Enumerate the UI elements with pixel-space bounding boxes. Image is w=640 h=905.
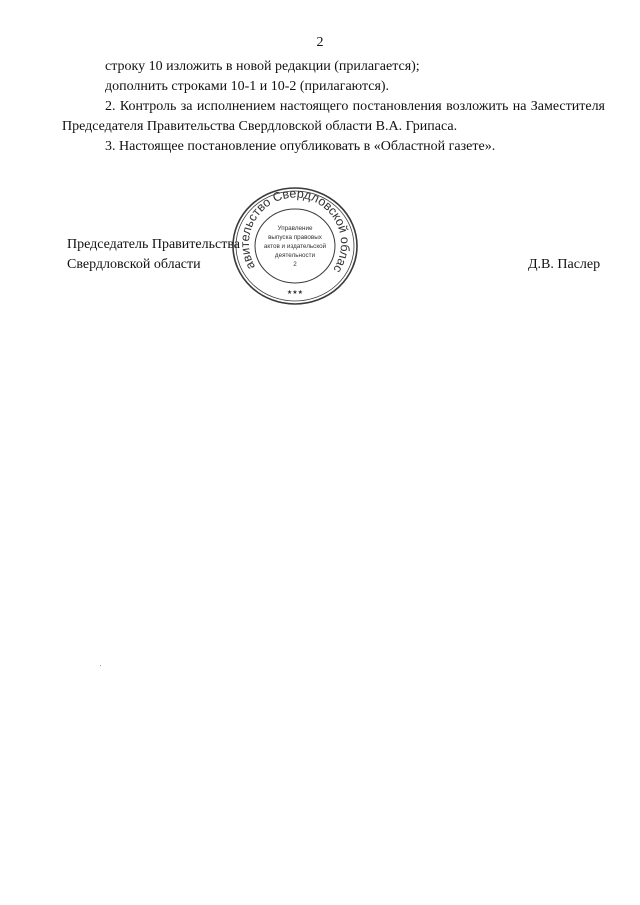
document-body bbox=[62, 57, 605, 157]
signature-name: Д.В. Паслер bbox=[528, 257, 601, 272]
stamp-stars: ★★★ bbox=[286, 289, 304, 296]
paragraph-add-lines: дополнить строками 10-1 и 10-2 (прилагаются). bbox=[105, 79, 390, 94]
signature-title-line-2: Свердловской области bbox=[67, 257, 201, 272]
paragraph-line-10: строку 10 изложить в новой редакции (прилагается); bbox=[105, 59, 420, 74]
paragraph-publish: 3. Настоящее постановление опубликовать в «Областной газете». bbox=[105, 139, 496, 154]
stamp-seal-graphic bbox=[228, 186, 362, 306]
signature-title bbox=[67, 235, 240, 275]
scan-speck bbox=[100, 665, 101, 666]
stamp-inner-line-5: 2 bbox=[293, 261, 297, 268]
stamp-inner-line-3: актов и издательской bbox=[263, 243, 327, 250]
stamp-outer-text: авительство Свердловской облас bbox=[237, 186, 353, 276]
stamp-inner-line-2: выпуска правовых bbox=[268, 234, 322, 241]
stamp-inner-line-1: Управление bbox=[277, 225, 313, 232]
signature-title-line-1: Председатель Правительства bbox=[67, 237, 240, 252]
official-stamp bbox=[228, 186, 362, 306]
stamp-inner-line-4: деятельности bbox=[274, 252, 316, 259]
paragraph-control: 2. Контроль за исполнением настоящего постановления возложить на Заместителя Председателя Правительства Свердловской области В.А. Грипаса. bbox=[62, 99, 605, 134]
page-number: 2 bbox=[316, 35, 324, 50]
